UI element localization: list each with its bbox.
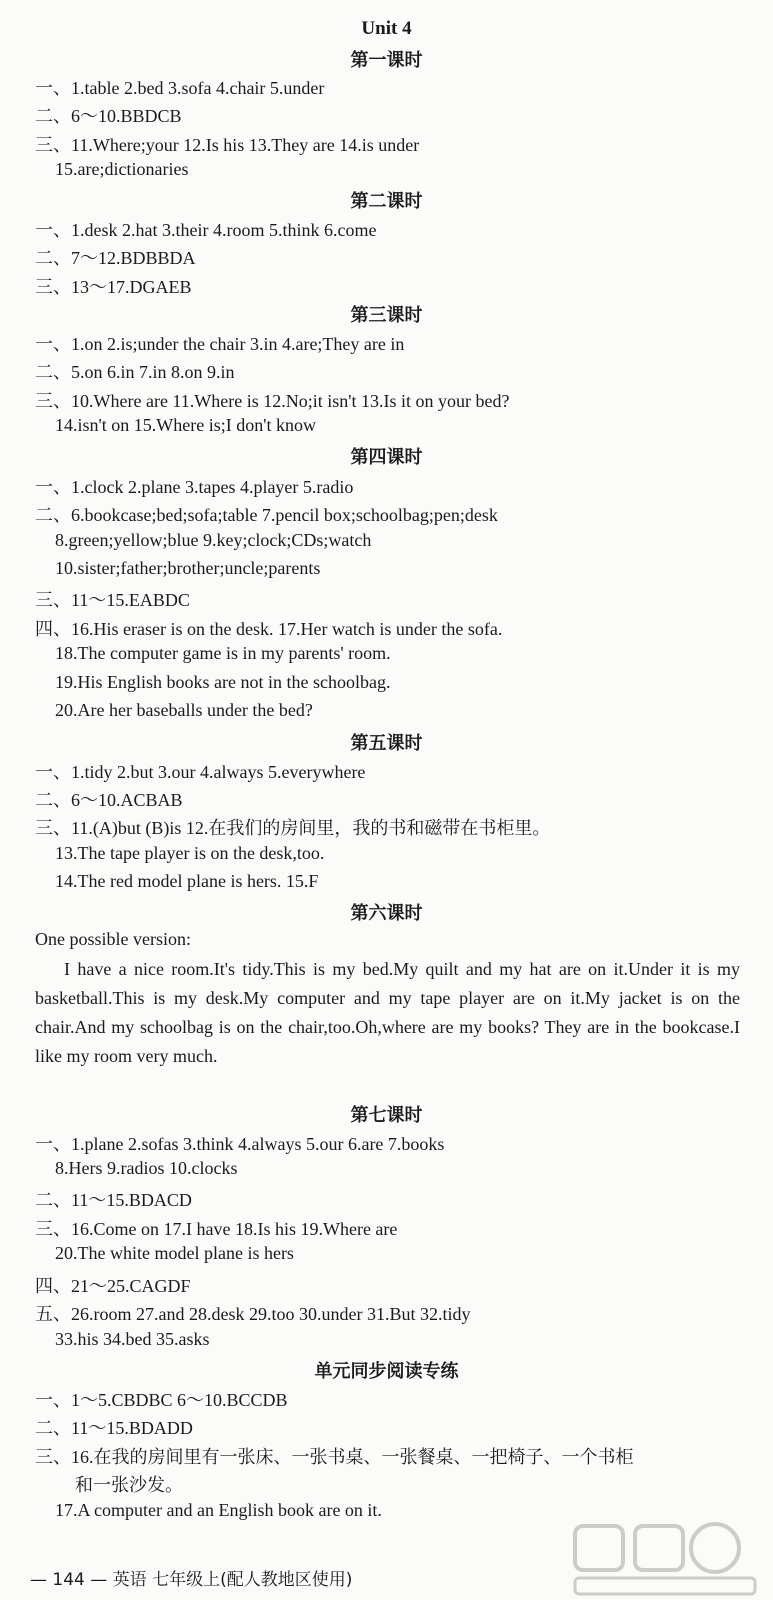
answer-line: 二、7～12.BDBBDA xyxy=(35,248,196,268)
answer-line: 五、26.room 27.and 28.desk 29.too 30.under 31.But 32.tidy xyxy=(35,1304,471,1324)
answer-line: 三、10.Where are 11.Where is 12.No;it isn't 13.Is it on your bed? xyxy=(35,391,510,411)
lesson-6-heading: 第六课时 xyxy=(350,903,423,924)
answer-line: 二、11～15.BDACD xyxy=(35,1190,192,1210)
answer-line: 三、16.在我的房间里有一张床、一张书桌、一张餐桌、一把椅子、一个书柜 xyxy=(35,1447,634,1467)
answer-line: 15.are;dictionaries xyxy=(55,159,189,179)
answer-line: 四、21～25.CAGDF xyxy=(35,1276,191,1296)
answer-line: 10.sister;father;brother;uncle;parents xyxy=(55,558,321,578)
answer-line: 二、6～10.BBDCB xyxy=(35,106,182,126)
answer-line: 17.A computer and an English book are on it. xyxy=(55,1500,382,1520)
lesson-2-heading: 第二课时 xyxy=(350,191,423,212)
answer-line: 四、16.His eraser is on the desk. 17.Her watch is under the sofa. xyxy=(35,619,503,639)
answer-line: One possible version: xyxy=(35,929,191,949)
answer-line: 一、1.tidy 2.but 3.our 4.always 5.everywhere xyxy=(35,762,366,782)
answer-line: 14.isn't on 15.Where is;I don't know xyxy=(55,415,316,435)
answer-line: 一、1.on 2.is;under the chair 3.in 4.are;They are in xyxy=(35,334,405,354)
answer-line: 二、11～15.BDADD xyxy=(35,1418,193,1438)
lesson-3-heading: 第三课时 xyxy=(350,305,423,326)
answer-line: 一、1.table 2.bed 3.sofa 4.chair 5.under xyxy=(35,78,325,98)
answer-line: 三、11.(A)but (B)is 12.在我们的房间里，我的书和磁带在书柜里。 xyxy=(35,818,551,838)
page-footer: — 144 — 英语 七年级上(配人教地区使用) xyxy=(30,1570,353,1590)
watermark-logo xyxy=(565,1518,765,1598)
answer-line: 一、1.clock 2.plane 3.tapes 4.player 5.radio xyxy=(35,477,354,497)
answer-line: 20.The white model plane is hers xyxy=(55,1243,294,1263)
lesson-1-heading: 第一课时 xyxy=(350,50,423,71)
answer-line: 一、1.desk 2.hat 3.their 4.room 5.think 6.come xyxy=(35,220,377,240)
answer-line: 33.his 34.bed 35.asks xyxy=(55,1329,210,1349)
lesson-4-heading: 第四课时 xyxy=(350,447,423,468)
answer-line: 19.His English books are not in the schoolbag. xyxy=(55,672,391,692)
answer-line: 二、6.bookcase;bed;sofa;table 7.pencil box;schoolbag;pen;desk xyxy=(35,505,498,525)
answer-line: 三、16.Come on 17.I have 18.Is his 19.Where are xyxy=(35,1219,398,1239)
answer-line: 13.The tape player is on the desk,too. xyxy=(55,843,325,863)
answer-line: 三、11～15.EABDC xyxy=(35,590,190,610)
answer-line: 8.Hers 9.radios 10.clocks xyxy=(55,1158,238,1178)
answer-line: 二、6～10.ACBAB xyxy=(35,790,183,810)
lesson-7-heading: 第七课时 xyxy=(350,1105,423,1126)
answer-line: 二、5.on 6.in 7.in 8.on 9.in xyxy=(35,362,235,382)
answer-line: 和一张沙发。 xyxy=(75,1475,183,1495)
answer-line: 三、13～17.DGAEB xyxy=(35,277,192,297)
answer-line: 20.Are her baseballs under the bed? xyxy=(55,700,313,720)
answer-line: 18.The computer game is in my parents' room. xyxy=(55,643,391,663)
answer-line: 一、1.plane 2.sofas 3.think 4.always 5.our 6.are 7.books xyxy=(35,1134,445,1154)
answer-line: 14.The red model plane is hers. 15.F xyxy=(55,871,319,891)
answer-line: 一、1～5.CBDBC 6～10.BCCDB xyxy=(35,1390,288,1410)
reading-practice-heading: 单元同步阅读专练 xyxy=(314,1361,459,1382)
answer-line: 三、11.Where;your 12.Is his 13.They are 14.is under xyxy=(35,135,420,155)
answer-line: 8.green;yellow;blue 9.key;clock;CDs;watch xyxy=(55,530,372,550)
sample-essay: I have a nice room.It's tidy.This is my bed.My quilt and my hat are on it.Under it is my basketball.This is my desk.My computer and my tape player are on it.My jacket is on the chair.And my schoolbag is on the chair,too.Oh,where are my books? They are in the bookcase.I like my room very much. xyxy=(35,959,740,1066)
unit-title: Unit 4 xyxy=(361,18,412,39)
lesson-5-heading: 第五课时 xyxy=(350,733,423,754)
